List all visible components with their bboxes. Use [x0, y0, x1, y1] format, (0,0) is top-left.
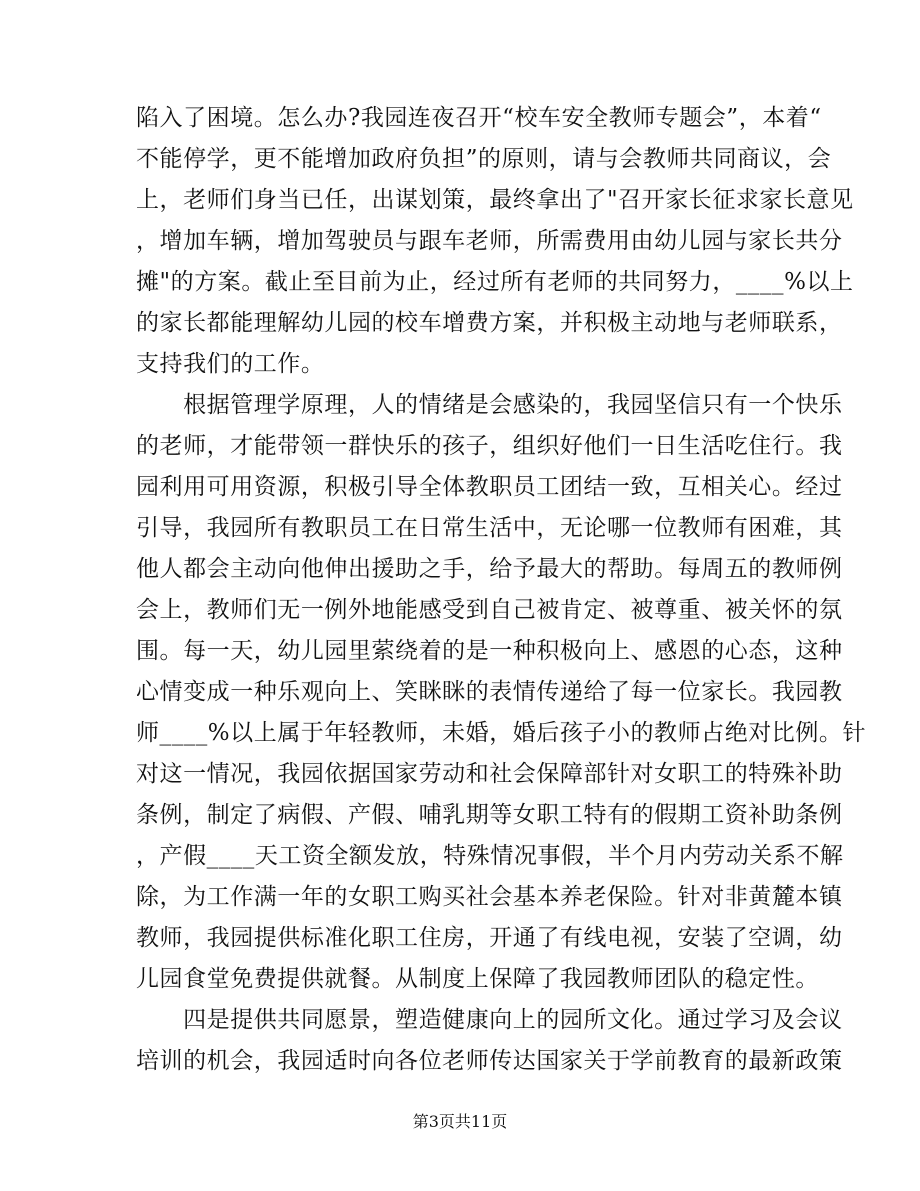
text-line: 摊"的方案。截止至目前为止，经过所有老师的共同努力，____%以上 [136, 269, 854, 295]
text-line: 培训的机会，我园适时向各位老师传达国家关于学前教育的最新政策 [136, 1048, 843, 1074]
text-line: 对这一情况，我园依据国家劳动和社会保障部针对女职工的特殊补助 [136, 761, 843, 787]
text-line: 除，为工作满一年的女职工购买社会基本养老保险。针对非黄麓本镇 [136, 884, 843, 910]
text-line: 的老师，才能带领一群快乐的孩子，组织好他们一日生活吃住行。我 [136, 433, 843, 459]
text-line: 的家长都能理解幼儿园的校车增费方案，并积极主动地与老师联系， [136, 310, 843, 336]
text-line: 根据管理学原理，人的情绪是会感染的，我园坚信只有一个快乐 [136, 392, 843, 418]
text-line: 陷入了困境。怎么办?我园连夜召开“校车安全教师专题会”，本着“ [136, 105, 822, 131]
text-line: ，增加车辆，增加驾驶员与跟车老师，所需费用由幼儿园与家长共分 [136, 228, 843, 254]
text-line: 围。每一天，幼儿园里萦绕着的是一种积极向上、感恩的心态，这种 [136, 638, 843, 664]
text-line: 心情变成一种乐观向上、笑眯眯的表情传递给了每一位家长。我园教 [136, 679, 843, 705]
text-line: 园利用可用资源，积极引导全体教职员工团结一致，互相关心。经过 [136, 474, 843, 500]
text-line: 引导，我园所有教职员工在日常生活中，无论哪一位教师有困难，其 [136, 515, 843, 541]
text-line: 不能停学，更不能增加政府负担”的原则，请与会教师共同商议，会 [136, 146, 832, 172]
text-line: 师____%以上属于年轻教师，未婚，婚后孩子小的教师占绝对比例。针 [136, 720, 867, 746]
text-line: 支持我们的工作。 [136, 351, 325, 377]
text-line: ，产假____天工资全额发放，特殊情况事假，半个月内劳动关系不解 [136, 843, 844, 869]
page-number: 第3页共11页 [412, 1112, 508, 1131]
text-line: 上，老师们身当已任，出谋划策，最终拿出了"召开家长征求家长意见 [136, 187, 854, 213]
text-line: 条例，制定了病假、产假、哺乳期等女职工特有的假期工资补助条例 [136, 802, 843, 828]
text-line: 会上，教师们无一例外地能感受到自己被肯定、被尊重、被关怀的氛 [136, 597, 843, 623]
text-line: 儿园食堂免费提供就餐。从制度上保障了我园教师团队的稳定性。 [136, 966, 819, 992]
text-line: 他人都会主动向他伸出援助之手，给予最大的帮助。每周五的教师例 [136, 556, 843, 582]
text-line: 教师，我园提供标准化职工住房，开通了有线电视，安装了空调，幼 [136, 925, 843, 951]
text-line: 四是提供共同愿景，塑造健康向上的园所文化。通过学习及会议 [136, 1007, 843, 1033]
